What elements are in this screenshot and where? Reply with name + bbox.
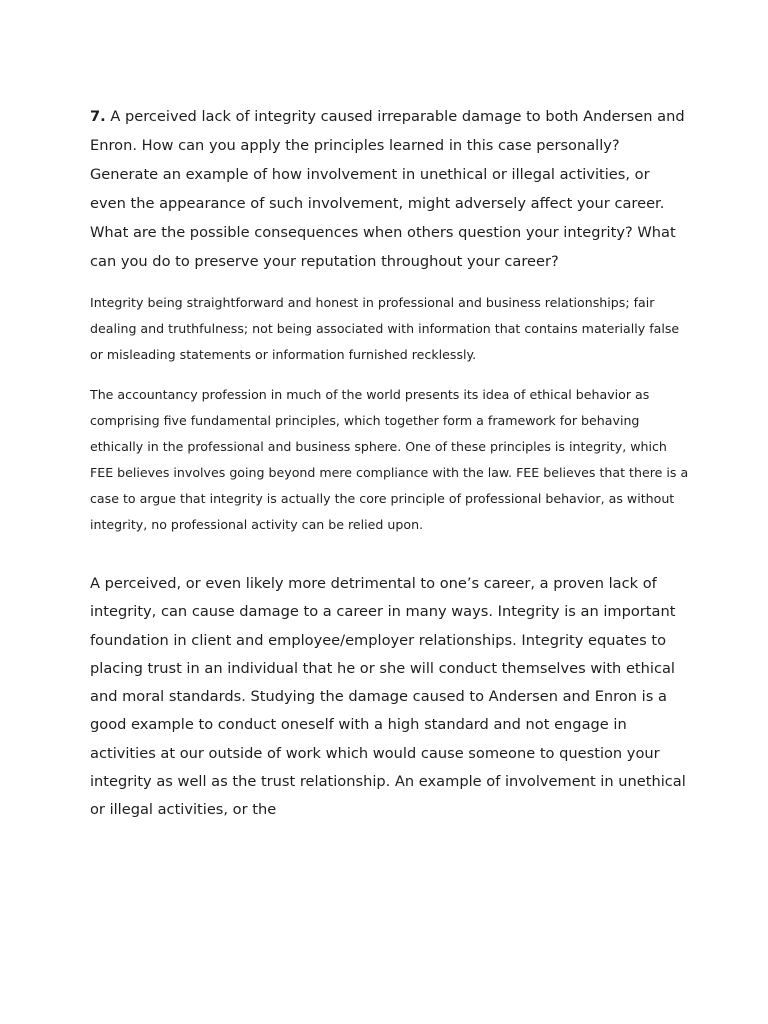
integrity-definition-paragraph: Integrity being straightforward and honest in professional and business relationships; fair dealing and truthfulness; not being associated with information that contains materially false or misleading statements or information furnished recklessly. xyxy=(90,295,680,362)
question-number: 7. xyxy=(90,108,106,125)
career-damage-paragraph: A perceived, or even likely more detrimental to one’s career, a proven lack of integrity, can cause damage to a career in many ways. Integrity is an important foundation in client and employee/employer relationships. Integrity equates to placing trust in an individual that he or she will conduct themselves with ethical and moral standards. Studying the damage caused to Andersen and Enron is a good example to conduct oneself with a high standard and not engage in activities at our outside of work which would cause someone to question your integrity as well as the trust relationship. An example of involvement in unethical or illegal activities, or the xyxy=(90,575,686,819)
question-text: A perceived lack of integrity caused irreparable damage to both Andersen and Enron. How can you apply the principles learned in this case personally? Generate an example of how involvement in unethical or illegal activities, or even the appearance of such involvement, might adversely affect your career. What are the possible consequences when others question your integrity? What can you do to preserve your reputation throughout your career? xyxy=(90,108,685,270)
document-page xyxy=(90,102,690,825)
question-paragraph xyxy=(90,102,690,276)
accountancy-principles-paragraph: The accountancy profession in much of the world presents its idea of ethical behavior as comprising five fundamental principles, which together form a framework for behaving ethically in the professional and business sphere. One of these principles is integrity, which FEE believes involves going beyond mere compliance with the law. FEE believes that there is a case to argue that integrity is actually the core principle of professional behavior, as without integrity, no professional activity can be relied upon. xyxy=(90,387,689,532)
